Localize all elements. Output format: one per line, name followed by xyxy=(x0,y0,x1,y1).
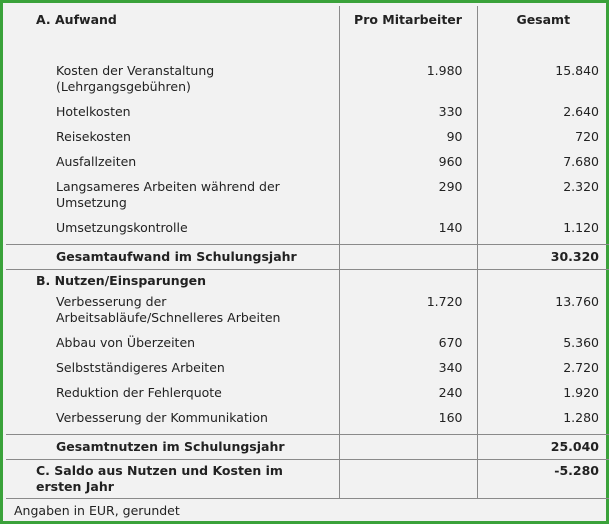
table-row xyxy=(6,293,609,334)
saldo-label: C. Saldo aus Nutzen und Kosten im ersten Jahr xyxy=(6,459,339,498)
row-total: 2.720 xyxy=(563,360,599,375)
total-value: 30.320 xyxy=(477,244,609,269)
table-row xyxy=(6,62,609,103)
row-total: 1.920 xyxy=(563,385,599,400)
row-total: 720 xyxy=(575,129,599,144)
table-row xyxy=(6,384,609,409)
col-header-per-employee: Pro Mitarbeiter xyxy=(339,6,477,28)
table-header-row xyxy=(6,6,609,28)
saldo-row xyxy=(6,459,609,498)
row-total: 2.320 xyxy=(563,179,599,194)
total-label: Gesamtnutzen im Schulungsjahr xyxy=(6,434,339,459)
total-row-nutzen xyxy=(6,434,609,459)
row-label: Ausfallzeiten xyxy=(6,153,339,178)
row-label: Langsameres Arbeiten während der Umsetzung xyxy=(6,178,339,219)
row-per-employee: 960 xyxy=(339,153,477,178)
row-per-employee: 340 xyxy=(339,359,477,384)
table-row xyxy=(6,128,609,153)
row-label: Umsetzungskontrolle xyxy=(6,219,339,244)
row-total: 1.280 xyxy=(563,410,599,425)
row-label: Reduktion der Fehlerquote xyxy=(6,384,339,409)
row-per-employee: 670 xyxy=(339,334,477,359)
total-row-aufwand xyxy=(6,244,609,269)
section-a-heading: A. Aufwand xyxy=(6,6,339,28)
table-row xyxy=(6,359,609,384)
row-total: 13.760 xyxy=(555,294,599,309)
row-label: Selbstständigeres Arbeiten xyxy=(6,359,339,384)
section-b-heading: B. Nutzen/Einsparungen xyxy=(6,269,339,293)
row-per-employee: 90 xyxy=(339,128,477,153)
row-per-employee: 160 xyxy=(339,409,477,434)
row-label: Hotelkosten xyxy=(6,103,339,128)
row-label: Reisekosten xyxy=(6,128,339,153)
row-total: 1.120 xyxy=(563,220,599,235)
section-b-row xyxy=(6,269,609,293)
col-header-total: Gesamt xyxy=(516,12,571,27)
total-value: 25.040 xyxy=(477,434,609,459)
total-label: Gesamtaufwand im Schulungsjahr xyxy=(6,244,339,269)
row-per-employee: 1.720 xyxy=(339,293,477,334)
table-row xyxy=(6,219,609,244)
row-total: 7.680 xyxy=(563,154,599,169)
table-row xyxy=(6,409,609,434)
table-row xyxy=(6,334,609,359)
row-total: 15.840 xyxy=(555,63,599,78)
row-label: Kosten der Veranstaltung (Lehrgangsgebühren) xyxy=(6,62,339,103)
cost-benefit-table xyxy=(6,6,609,525)
row-per-employee: 1.980 xyxy=(339,62,477,103)
saldo-value: -5.280 xyxy=(477,459,609,498)
row-per-employee: 240 xyxy=(339,384,477,409)
table-row xyxy=(6,178,609,219)
row-total: 2.640 xyxy=(563,104,599,119)
row-total: 5.360 xyxy=(563,335,599,350)
table-row xyxy=(6,103,609,128)
row-label: Verbesserung der Kommunikation xyxy=(6,409,339,434)
row-label: Abbau von Überzeiten xyxy=(6,334,339,359)
row-label: Verbesserung der Arbeitsabläufe/Schnelleres Arbeiten xyxy=(6,293,339,334)
spacer-row xyxy=(6,28,609,62)
table-row xyxy=(6,153,609,178)
row-per-employee: 290 xyxy=(339,178,477,219)
footer-row xyxy=(6,498,609,525)
row-per-employee: 330 xyxy=(339,103,477,128)
footer-note: Angaben in EUR, gerundet xyxy=(6,498,609,525)
row-per-employee: 140 xyxy=(339,219,477,244)
